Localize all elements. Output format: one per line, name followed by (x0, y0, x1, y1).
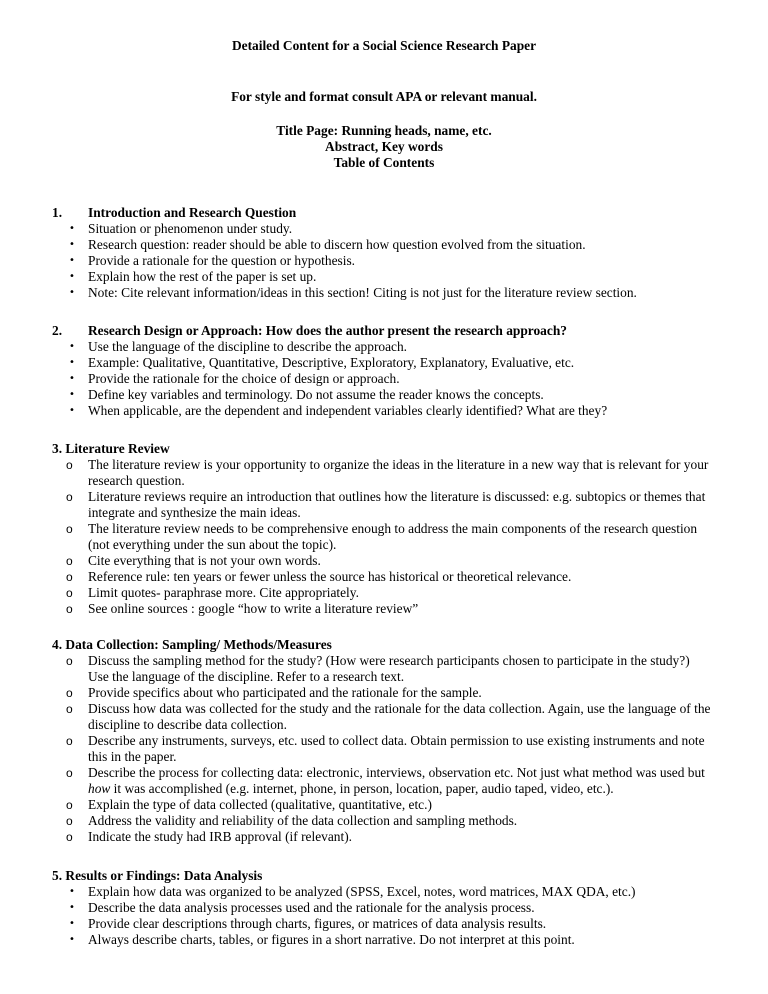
front-matter-abstract: Abstract, Key words (325, 139, 443, 154)
circle-bullet-icon: o (66, 554, 73, 568)
list-item (52, 339, 712, 355)
section-literature-review (52, 441, 712, 617)
section-heading (52, 868, 712, 884)
bullet-icon: • (69, 918, 75, 929)
list-item (52, 601, 712, 617)
section-heading (52, 637, 712, 653)
list-item (52, 403, 712, 419)
front-matter-title-page: Title Page: Running heads, name, etc. (276, 123, 492, 138)
circle-bullet-icon: o (66, 814, 73, 828)
section-number: 1. (52, 205, 63, 220)
section-title: Literature Review (65, 441, 170, 456)
list-item-text: Explain how data was organized to be analyzed (SPSS, Excel, notes, word matrices, MAX QDA, etc.) (88, 884, 636, 899)
list-item-text: See online sources : google “how to write a literature review” (88, 601, 419, 616)
list-item (52, 355, 712, 371)
bullet-icon: • (69, 239, 75, 250)
list-item-text: Cite everything that is not your own words. (88, 553, 321, 568)
section-title: Data Collection: Sampling/ Methods/Measures (65, 637, 332, 652)
circle-list (52, 653, 712, 845)
list-item (52, 269, 712, 285)
section-number: 5. (52, 868, 63, 883)
list-item-text: Describe the data analysis processes used and the rationale for the analysis process. (88, 900, 535, 915)
emphasis-text: how (88, 781, 111, 796)
bullet-icon: • (69, 271, 75, 282)
section-introduction (52, 205, 712, 301)
section-data-collection (52, 637, 712, 845)
bullet-icon: • (69, 902, 75, 913)
circle-bullet-icon: o (66, 766, 73, 780)
list-item (52, 701, 712, 733)
list-item (52, 569, 712, 585)
circle-bullet-icon: o (66, 830, 73, 844)
list-item-text: Provide clear descriptions through charts, figures, or matrices of data analysis results. (88, 916, 547, 931)
list-item (52, 765, 712, 797)
list-item-text-part: Describe the process for collecting data: electronic, interviews, observation etc. Not just what method was used but (88, 765, 705, 780)
bullet-icon: • (69, 373, 75, 384)
list-item (52, 237, 712, 253)
list-item-text: Note: Cite relevant information/ideas in this section! Citing is not just for the literature review section. (88, 285, 637, 300)
list-item-text: The literature review needs to be comprehensive enough to address the main components of the research question (not everything under the sun about the topic). (88, 521, 698, 552)
bullet-icon: • (69, 357, 75, 368)
list-item-text: Example: Qualitative, Quantitative, Descriptive, Exploratory, Explanatory, Evaluative, etc. (88, 355, 575, 370)
circle-bullet-icon: o (66, 490, 73, 504)
list-item-text: Research question: reader should be able to discern how question evolved from the situation. (88, 237, 586, 252)
list-item-text: Explain how the rest of the paper is set up. (88, 269, 317, 284)
section-heading (52, 205, 712, 221)
list-item (52, 884, 712, 900)
list-item (52, 797, 712, 813)
circle-bullet-icon: o (66, 586, 73, 600)
list-item-text: Situation or phenomenon under study. (88, 221, 293, 236)
list-item-text: Indicate the study had IRB approval (if relevant). (88, 829, 353, 844)
bullet-icon: • (69, 389, 75, 400)
circle-bullet-icon: o (66, 522, 73, 536)
section-number: 2. (52, 323, 63, 338)
list-item (52, 900, 712, 916)
circle-bullet-icon: o (66, 798, 73, 812)
circle-list (52, 457, 712, 617)
list-item-text: Provide a rationale for the question or hypothesis. (88, 253, 356, 268)
list-item (52, 813, 712, 829)
list-item (52, 387, 712, 403)
bullet-icon: • (69, 405, 75, 416)
front-matter (0, 123, 768, 171)
list-item (52, 916, 712, 932)
bullet-icon: • (69, 886, 75, 897)
list-item (52, 585, 712, 601)
list-item (52, 221, 712, 237)
list-item-text: The literature review is your opportunity to organize the ideas in the literature in a new way that is relevant for your research question. (88, 457, 709, 488)
list-item-text: Limit quotes- paraphrase more. Cite appropriately. (88, 585, 359, 600)
list-item (52, 553, 712, 569)
list-item (52, 521, 712, 553)
list-item-text: Use the language of the discipline to describe the approach. (88, 339, 408, 354)
section-title: Results or Findings: Data Analysis (65, 868, 263, 883)
bullet-list (52, 884, 712, 948)
front-matter-toc: Table of Contents (333, 155, 435, 170)
circle-bullet-icon: o (66, 654, 73, 668)
circle-bullet-icon: o (66, 734, 73, 748)
section-number: 4. (52, 637, 63, 652)
bullet-icon: • (69, 934, 75, 945)
circle-bullet-icon: o (66, 458, 73, 472)
list-item (52, 457, 712, 489)
bullet-list (52, 221, 712, 301)
circle-bullet-icon: o (66, 602, 73, 616)
list-item-text: Discuss how data was collected for the study and the rationale for the data collection. Again, use the language of the discipline to describe data collection. (88, 701, 711, 732)
section-number: 3. (52, 441, 63, 456)
document-title: Detailed Content for a Social Science Research Paper (231, 38, 537, 53)
list-item (52, 685, 712, 701)
list-item-text: Describe any instruments, surveys, etc. used to collect data. Obtain permission to use existing instruments and note this in the paper. (88, 733, 705, 764)
list-item-text (88, 765, 705, 796)
list-item-text: Reference rule: ten years or fewer unless the source has historical or theoretical relevance. (88, 569, 572, 584)
list-item (52, 285, 712, 301)
list-item (52, 653, 712, 685)
list-item-text: When applicable, are the dependent and independent variables clearly identified? What are they? (88, 403, 608, 418)
list-item (52, 371, 712, 387)
list-item-text: Define key variables and terminology. Do not assume the reader knows the concepts. (88, 387, 544, 402)
list-item-text: Always describe charts, tables, or figures in a short narrative. Do not interpret at this point. (88, 932, 575, 947)
list-item-text: Discuss the sampling method for the study? (How were research participants chosen to participate in the study?) Use the language of the discipline. Refer to a research text. (88, 653, 690, 684)
section-results (52, 868, 712, 948)
bullet-icon: • (69, 287, 75, 298)
circle-bullet-icon: o (66, 686, 73, 700)
section-title: Introduction and Research Question (88, 205, 297, 220)
bullet-list (52, 339, 712, 419)
bullet-icon: • (69, 255, 75, 266)
bullet-icon: • (69, 341, 75, 352)
list-item-text-part: it was accomplished (e.g. internet, phone, in person, location, paper, audio taped, video, etc.). (110, 781, 614, 796)
list-item-text: Literature reviews require an introduction that outlines how the literature is discussed: e.g. subtopics or themes that integrate and synthesize the main ideas. (88, 489, 706, 520)
list-item-text: Provide specifics about who participated and the rationale for the sample. (88, 685, 482, 700)
list-item (52, 829, 712, 845)
list-item-text: Provide the rationale for the choice of design or approach. (88, 371, 400, 386)
style-note: For style and format consult APA or relevant manual. (231, 89, 537, 104)
list-item (52, 489, 712, 521)
list-item (52, 253, 712, 269)
list-item-text: Address the validity and reliability of the data collection and sampling methods. (88, 813, 518, 828)
circle-bullet-icon: o (66, 702, 73, 716)
section-heading (52, 323, 712, 339)
section-heading (52, 441, 712, 457)
section-title: Research Design or Approach: How does the author present the research approach? (88, 323, 567, 338)
list-item (52, 733, 712, 765)
circle-bullet-icon: o (66, 570, 73, 584)
list-item-text: Explain the type of data collected (qualitative, quantitative, etc.) (88, 797, 432, 812)
bullet-icon: • (69, 223, 75, 234)
list-item (52, 932, 712, 948)
section-research-design (52, 323, 712, 419)
